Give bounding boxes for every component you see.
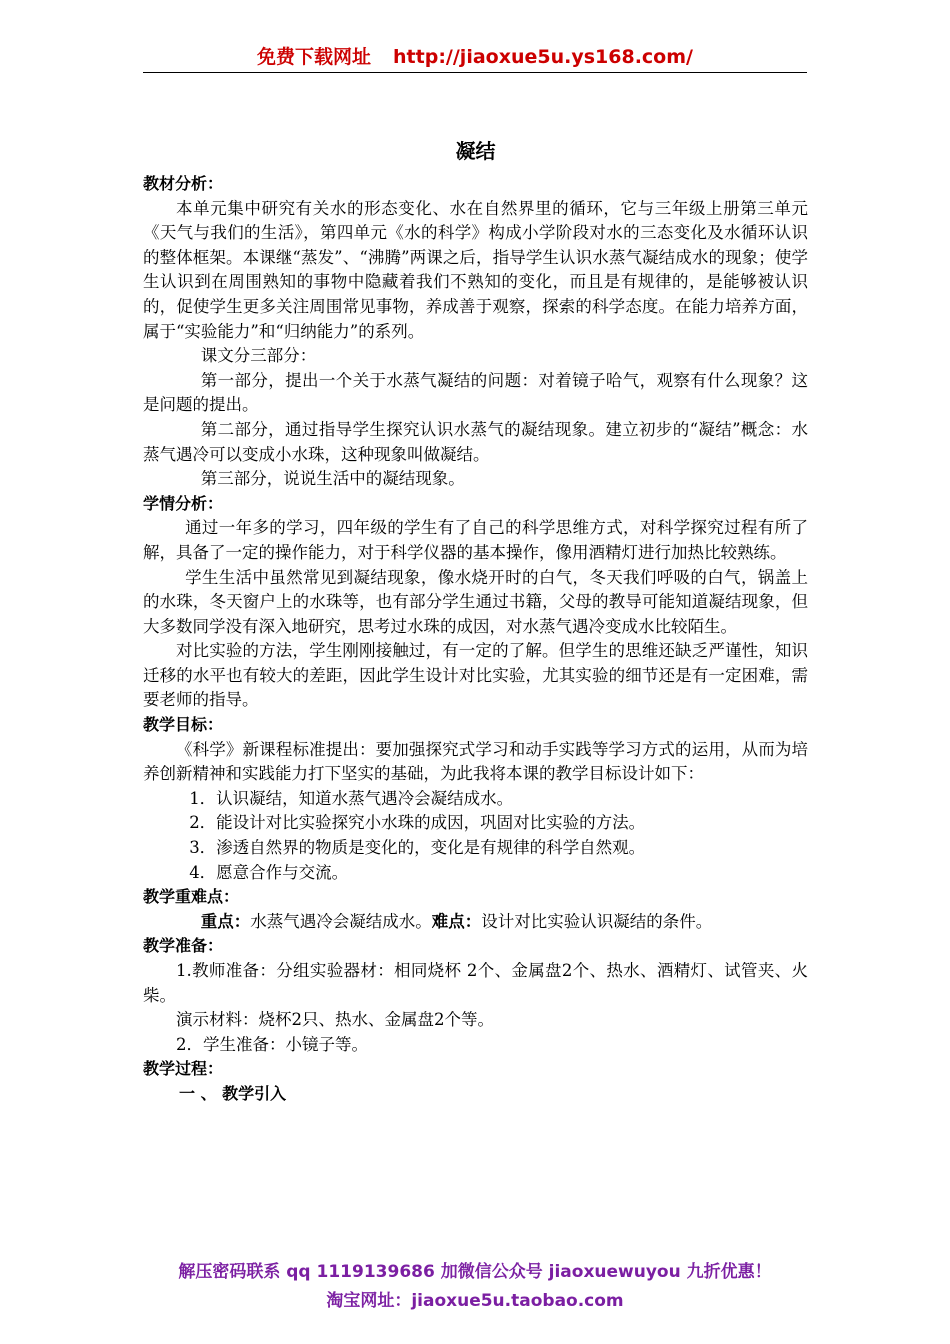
document-body (143, 136, 808, 1107)
section-heading-keypoints: 教学重难点： (143, 887, 240, 907)
header-url-link[interactable]: http://jiaoxue5u.ys168.com/ (393, 46, 693, 68)
paragraph: 《科学》新课程标准提出：要加强探究式学习和动手实践等学习方式的运用，从而为培养创新精神和实践能力打下坚实的基础，为此我将本课的教学目标设计如下： (143, 739, 808, 784)
paragraph: 1.教师准备：分组实验器材：相同烧杯 2个、金属盘2个、热水、酒精灯、试管夹、火柴。 (143, 961, 808, 1005)
paragraph: 第一部分，提出一个关于水蒸气凝结的问题：对着镜子哈气，观察有什么现象？这是问题的提出。 (143, 370, 808, 415)
list-item: 3．渗透自然界的物质是变化的，变化是有规律的科学自然观。 (189, 838, 646, 858)
paragraph: 课文分三部分： (200, 346, 317, 366)
section-heading-students: 学情分析： (143, 493, 224, 513)
paragraph: 学生生活中虽然常见到凝结现象，像水烧开时的白气，冬天我们呼吸的白气，锅盖上的水珠，冬天窗户上的水珠等，也有部分学生通过书籍，父母的教导可能知道凝结现象，但大多数同学没有深入地研究，思考过水珠的成因，对水蒸气遇冷变成水比较陌生。 (143, 567, 808, 636)
key-label: 重点： (200, 911, 251, 931)
section-heading-process: 教学过程： (143, 1059, 224, 1079)
paragraph: 通过一年多的学习，四年级的学生有了自己的科学思维方式，对科学探究过程有所了解，具备了一定的操作能力，对于科学仪器的基本操作，像用酒精灯进行加热比较熟练。 (143, 518, 808, 562)
page-title: 凝结 (455, 139, 496, 163)
header-label: 免费下载网址 (257, 46, 372, 68)
page-footer (0, 1258, 950, 1316)
difficulty-text: 设计对比实验认识凝结的条件。 (481, 911, 713, 931)
paragraph: 演示材料：烧杯2只、热水、金属盘2个等。 (176, 1010, 494, 1030)
difficulty-label: 难点： (431, 911, 482, 931)
paragraph: 对比实验的方法，学生刚刚接触过，有一定的了解。但学生的思维还缺乏严谨性，知识迁移的水平也有较大的差距，因此学生设计对比实验，尤其实验的细节还是有一定困难，需要老师的指导。 (143, 641, 808, 710)
section-heading-prep: 教学准备： (143, 936, 224, 956)
subsection-heading: 一 、 教学引入 (179, 1083, 287, 1103)
list-item: 2．能设计对比实验探究小水珠的成因，巩固对比实验的方法。 (189, 813, 646, 833)
footer-contact: 解压密码联系 qq 1119139686 加微信公众号 jiaoxuewuyou 九折优惠！ (178, 1262, 772, 1282)
list-item: 4．愿意合作与交流。 (189, 862, 349, 882)
page-header (143, 44, 807, 73)
paragraph: 第三部分，说说生活中的凝结现象。 (200, 469, 465, 489)
paragraph: 第二部分，通过指导学生探究认识水蒸气的凝结现象。建立初步的“凝结”概念：水蒸气遇冷可以变成小水珠，这种现象叫做凝结。 (143, 419, 808, 464)
footer-shop-link[interactable]: 淘宝网址：jiaoxue5u.taobao.com (326, 1291, 624, 1311)
section-heading-analysis: 教材分析： (143, 174, 224, 193)
section-heading-goals: 教学目标： (143, 715, 224, 735)
list-item: 1．认识凝结，知道水蒸气遇冷会凝结成水。 (189, 788, 514, 808)
paragraph: 2．学生准备：小镜子等。 (176, 1034, 368, 1054)
paragraph: 本单元集中研究有关水的形态变化、水在自然界里的循环，它与三年级上册第三单元《天气与我们的生活》，第四单元《水的科学》构成小学阶段对水的三态变化及水循环认识的整体框架。本课继“蒸发”、“沸腾”两课之后，指导学生认识水蒸气凝结成水的现象；使学生认识到在周围熟知的事物中隐藏着我们不熟知的变化，而且是有规律的，是能够被认识的，促使学生更多关注周围常见事物，养成善于观察，探索的科学态度。在能力培养方面，属于“实验能力”和“归纳能力”的系列。 (143, 198, 808, 341)
keypoints-line (143, 910, 808, 935)
key-text: 水蒸气遇冷会凝结成水。 (250, 911, 432, 931)
